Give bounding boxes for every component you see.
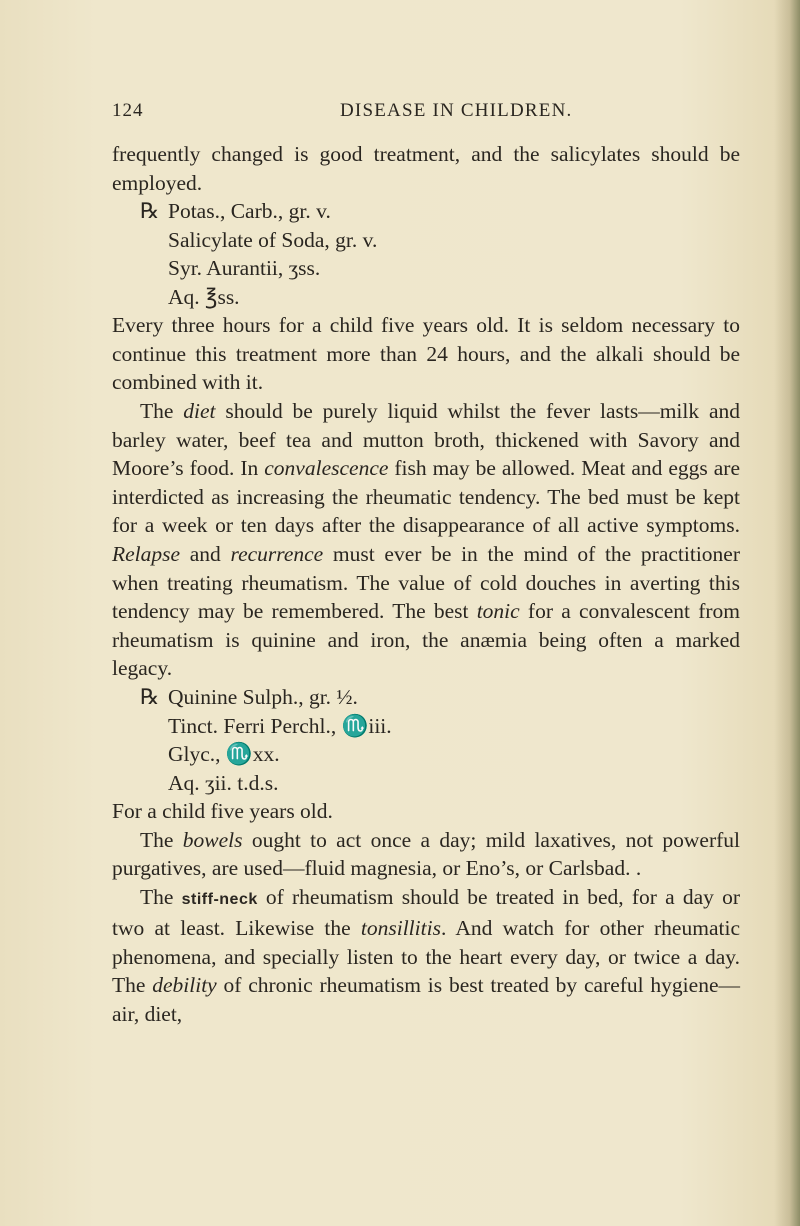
text-run: should be purely liquid whilst the fever lasts—milk and barley water, beef tea and mutton broth, thickened with Savory and Moore’s food. In [112, 398, 740, 481]
page-body [112, 140, 740, 1029]
page-number: 124 [112, 100, 144, 121]
emphasis-diet: diet [183, 398, 216, 423]
prescription-line: Quinine Sulph., gr. ½. [168, 684, 358, 709]
text-run: The [140, 827, 183, 852]
text-run: and [180, 541, 231, 566]
text-run: The [140, 884, 182, 909]
prescription-line: Glyc., ♏xx. [168, 742, 280, 767]
recipe-symbol: ℞ [140, 199, 160, 224]
paragraph-1: frequently changed is good treatment, and the salicylates should be employed. [112, 142, 740, 195]
emphasis-debility: debility [152, 973, 217, 998]
paragraph-3 [112, 397, 740, 683]
emphasis-recurrence: recurrence [230, 541, 324, 566]
prescription-line: Syr. Aurantii, ʒss. [168, 256, 321, 281]
paragraph-6 [112, 883, 740, 1029]
emphasis-tonic: tonic [476, 599, 520, 624]
prescription-line: Aq. ʒii. t.d.s. [168, 770, 279, 795]
emphasis-bowels: bowels [182, 827, 243, 852]
paragraph-2: Every three hours for a child five years old. It is seldom necessary to continue this treatment more than 24 hours, and the alkali should be combined with it. [112, 313, 740, 395]
emphasis-stiff-neck: stiff-neck [181, 890, 258, 908]
recipe-symbol: ℞ [140, 684, 160, 709]
emphasis-relapse: Relapse [112, 541, 181, 566]
page-edge-shadow [774, 0, 800, 1226]
text-run: ought to act once a day; mild laxatives, not powerful purgatives, are used—fluid magnesia, or Eno’s, or Carlsbad. . [112, 827, 740, 881]
prescription-line: Salicylate of Soda, gr. v. [168, 227, 378, 252]
paragraph-5 [112, 826, 740, 883]
text-run: fish may be allowed. Meat and eggs are interdicted as increasing the rheumatic tendency. The bed must be kept for a week or ten days after the disappearance of all active symptoms. [112, 456, 740, 538]
emphasis-tonsillitis: tonsillitis [360, 916, 441, 941]
prescription-2 [112, 683, 740, 797]
emphasis-convalescence: convalescence [264, 456, 389, 481]
text-run: of rheumatism should be treated in bed, for a day or two at least. Likewise the [112, 884, 740, 941]
page-header [112, 100, 742, 128]
text-run: of chronic rheumatism is best treated by careful hygiene—air, diet, [112, 973, 740, 1027]
paragraph-4: For a child five years old. [112, 798, 333, 823]
text-run: The [140, 398, 184, 423]
text-run: must ever be in the mind of the practitioner when treating rheumatism. The value of cold douches in averting this tendency may be remembered. The best [112, 541, 740, 624]
running-head: DISEASE IN CHILDREN. [340, 100, 573, 121]
prescription-1 [112, 197, 740, 311]
prescription-line: Tinct. Ferri Perchl., ♏iii. [168, 713, 392, 738]
prescription-line: Potas., Carb., gr. v. [168, 199, 331, 224]
text-run: . And watch for other rheumatic phenomena, and specially listen to the heart every day, or twice a day. The [112, 916, 740, 998]
text-run: for a convalescent from rheumatism is quinine and iron, the anæmia being often a marked legacy. [112, 599, 740, 681]
prescription-line: Aq. ℥ss. [168, 284, 240, 309]
